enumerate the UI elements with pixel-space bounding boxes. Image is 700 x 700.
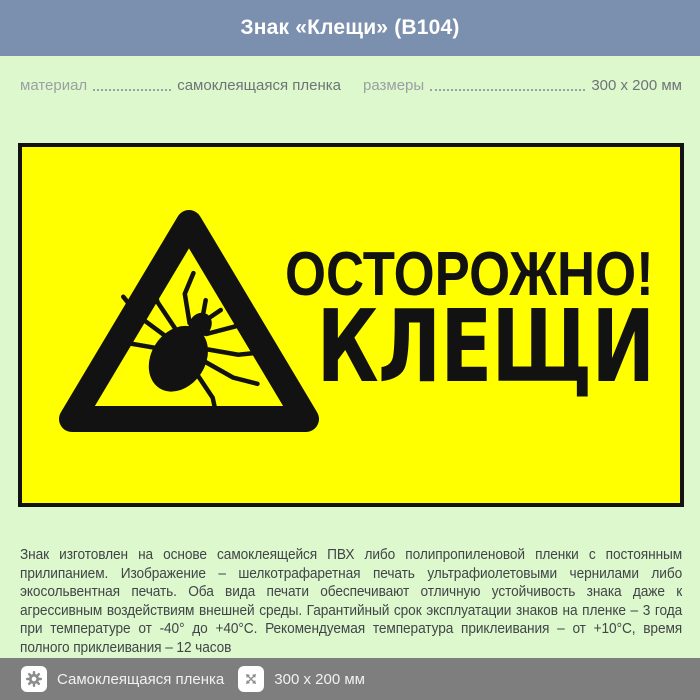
- spec-size-value: 300 х 200 мм: [591, 77, 682, 94]
- resize-icon: [238, 666, 264, 692]
- dotted-leader: [93, 89, 171, 91]
- page-title: Знак «Клещи» (В104): [240, 16, 460, 39]
- header-bar: [0, 0, 700, 56]
- footer-material-label: Самоклеящаяся пленка: [57, 670, 225, 688]
- spec-rows: [20, 77, 682, 94]
- spec-material-label: материал: [20, 77, 88, 94]
- warning-sign-plate: [18, 143, 684, 507]
- spec-size-label: размеры: [363, 77, 425, 94]
- gear-icon: [21, 666, 47, 692]
- footer-material-badge: [21, 666, 224, 692]
- spec-material: [20, 77, 341, 94]
- product-description: Знак изготовлен на основе самоклеящейся ПВХ либо полипропиленовой пленки с постоянным прилипанием. Изображение – шелкотрафаретная печать ультрафиолетовыми чернилами либо экосольвентная печать. Оба вида печати обеспечивают отличную устойчивость знака даже к агрессивным воздействиям внешней среды. Гарантийный срок эксплуатации знаков на пленке – 3 года при температуре от -40° до +40°С. Рекомендуемая температура приклеивания – от +10°С, время полного приклеивания – 12 часов: [20, 546, 683, 656]
- footer-size-label: 300 х 200 мм: [274, 670, 365, 688]
- footer-bar: [0, 658, 700, 700]
- sign-subject-text: КЛЕЩИ: [316, 288, 654, 405]
- sign-caution-text: ОСТОРОЖНО!: [285, 240, 654, 309]
- tick-warning-triangle-icon: [46, 197, 332, 445]
- spec-size: [363, 77, 682, 94]
- dotted-leader: [430, 89, 585, 91]
- footer-size-badge: [238, 666, 365, 692]
- spec-material-value: самоклеящаяся пленка: [177, 77, 341, 94]
